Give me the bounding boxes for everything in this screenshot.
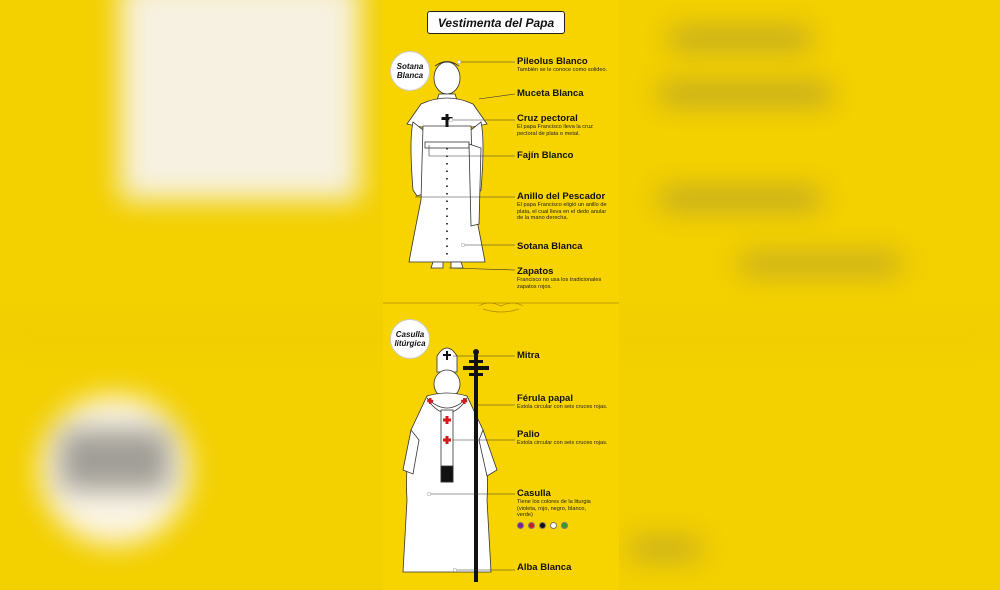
label-cruz-pectoral: Cruz pectoral xyxy=(517,113,578,124)
label-ferula: Férula papal xyxy=(517,393,573,404)
color-dot-white xyxy=(550,522,557,529)
bg-text-2 xyxy=(670,30,810,48)
label-alba: Alba Blanca xyxy=(517,562,572,573)
color-dot-red xyxy=(528,522,535,529)
label-zapatos: Zapatos xyxy=(517,266,554,277)
color-dot-green xyxy=(561,522,568,529)
casulla-badge: Casulla litúrgica xyxy=(390,319,430,359)
desc-zapatos: Francisco no usa los tradicionales zapatos rojos. xyxy=(517,277,602,290)
bg-text-5 xyxy=(740,255,900,273)
casulla-figure xyxy=(403,348,497,572)
label-mitra: Mitra xyxy=(517,350,540,361)
color-dot-violet xyxy=(517,522,524,529)
desc-palio: Estola circular con seis cruces rojas. xyxy=(517,440,608,446)
desc-pileolus: También se le conoce como solideo. xyxy=(517,67,608,73)
bg-text-4 xyxy=(660,190,820,208)
label-casulla: Casulla xyxy=(517,488,551,499)
desc-casulla: Tiene los colores de la liturgia (violeta, rojo, negro, blanco, verde) xyxy=(517,499,591,519)
label-pileolus: Pileolus Blanco xyxy=(517,56,588,67)
label-palio: Palio xyxy=(517,429,540,440)
desc-ferula: Estola circular con seis cruces rojas. xyxy=(517,404,608,410)
label-anillo: Anillo del Pescador xyxy=(517,191,606,202)
color-dot-black xyxy=(539,522,546,529)
bg-text-1 xyxy=(60,430,170,490)
bg-white-sheet xyxy=(120,0,360,200)
page-title: Vestimenta del Papa xyxy=(427,11,565,34)
bg-text-3 xyxy=(660,85,830,103)
ornament-divider xyxy=(383,303,619,312)
infographic-panel xyxy=(383,0,619,590)
desc-anillo: El papa Francisco eligió un anillo de plata, el cual lleva en el dedo anular de la mano derecha. xyxy=(517,202,607,222)
label-fajin: Fajín Blanco xyxy=(517,150,574,161)
sotana-figure xyxy=(407,62,487,269)
liturgy-color-dots xyxy=(517,522,568,529)
sotana-badge: Sotana Blanca xyxy=(390,51,430,91)
bg-text-6 xyxy=(630,540,700,558)
desc-cruz-pectoral: El papa Francisco lleva la cruz pectoral de plata o metal. xyxy=(517,124,593,137)
label-sotana-blanca: Sotana Blanca xyxy=(517,241,583,252)
label-muceta: Muceta Blanca xyxy=(517,88,584,99)
